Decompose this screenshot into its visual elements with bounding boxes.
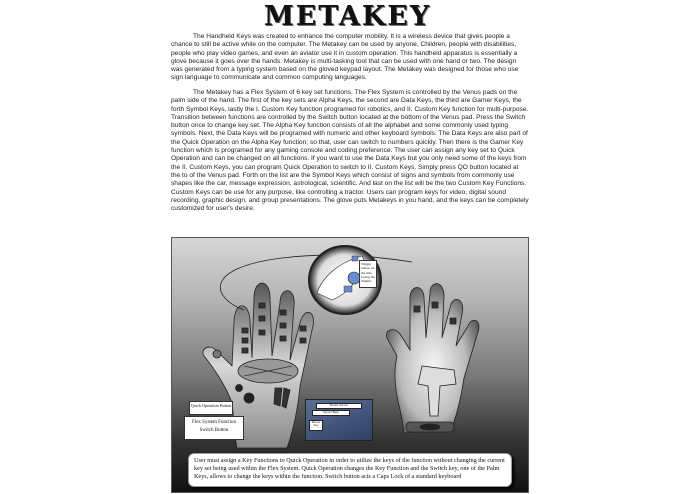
figure-caption: User must assign a Key Functions to Quick Operation in order to utilize the keys of the function without changing the current key set being used within the Flex System. Quick Operation changes the Key Function and the Switch key, one of the Palm Keys, allows to change the keys within the function. Switch button acts a Caps Lock of a standard keyboard [188, 453, 512, 487]
page-title: METAKEY [263, 1, 432, 32]
inset-tag: Mouse Sensor [316, 403, 362, 409]
back-glove [386, 284, 478, 433]
flex-system-label: Flex System Function Switch Button [184, 416, 244, 440]
inset-tag: Mouse Key [309, 420, 323, 431]
inset-tag: Sensor Base [312, 410, 350, 416]
flex-system-paragraph-text: The Metakey has a Flex System of 6 key set functions. The Flex System is controlled by the Venus pads on the palm side of the hand. The first of the key sets are Alpha Keys, the second are Data Keys, the third are Gamer Keys, the forth Symbol Keys, lastly the I. Custom Key function programed for robotics, and II. Custom Key function for multi-purpose. Transition between functions are controlled by the Switch button located at the bottom of the Venus pad. Press the Switch button once to change key set. The Alpha Key function consists of all the alphabet and some commonly used typing symbols. Next, the Data Keys will be programed with numeric and other keyboard symbols. The Data Keys are also part of the Quick Operation on the Alpha Key function; so that, user can switch to numbers quickly. Then there is the Gamer Key function which is programed for any gaming console and coding preference. The user can assign any key set to Quick Operation and can be changed on all functions. If you want to use the Data Keys but you only need some of the keys from the II. Custom Keys, you can program Quick Operation to switch to II. Custom Keys. Simply press QO button located at the to of the Venus pad. Forth on the list are the Symbol Keys which consist of signs and symbols from commonly use shapes like the car, message expression, astrological, scientific. And last on the list will be the two Custom Key Functions. Custom Keys can be use for any purpose, like controlling a tractor. Users can program keys for video, digital sound recording, graphic design, and group presentations. The glove puts Metakeys in you hand, and the keys can be completely customized for user's desire. [171, 89, 529, 213]
intro-paragraph [171, 33, 529, 83]
quick-operation-label: Quick Operation Button [189, 401, 233, 415]
glove-illustration-figure [171, 237, 529, 493]
flex-system-paragraph [171, 89, 529, 213]
intro-paragraph-text: The Handheld Keys was created to enhance the computer mobility. It is a wireless device that gives people a chance to still be active while on the computer. The Metakey can be used by anyone, Children, people with disabilities, people who play video games, and even an aviator use it in custom operation. This handheld apparatus is essentially a glove because it goes over the hands. Metakey is multi-tasking tool that can be used with one hand or two. The design was generated from a typing system based on the gloved keypad layout. The Metakey was designed for those who use sign language to communicate and common computing languages. [171, 33, 519, 82]
mouse-key-inset [305, 399, 373, 441]
trigger-button-label: Trigger button on the side facing the thumbs [359, 260, 377, 288]
